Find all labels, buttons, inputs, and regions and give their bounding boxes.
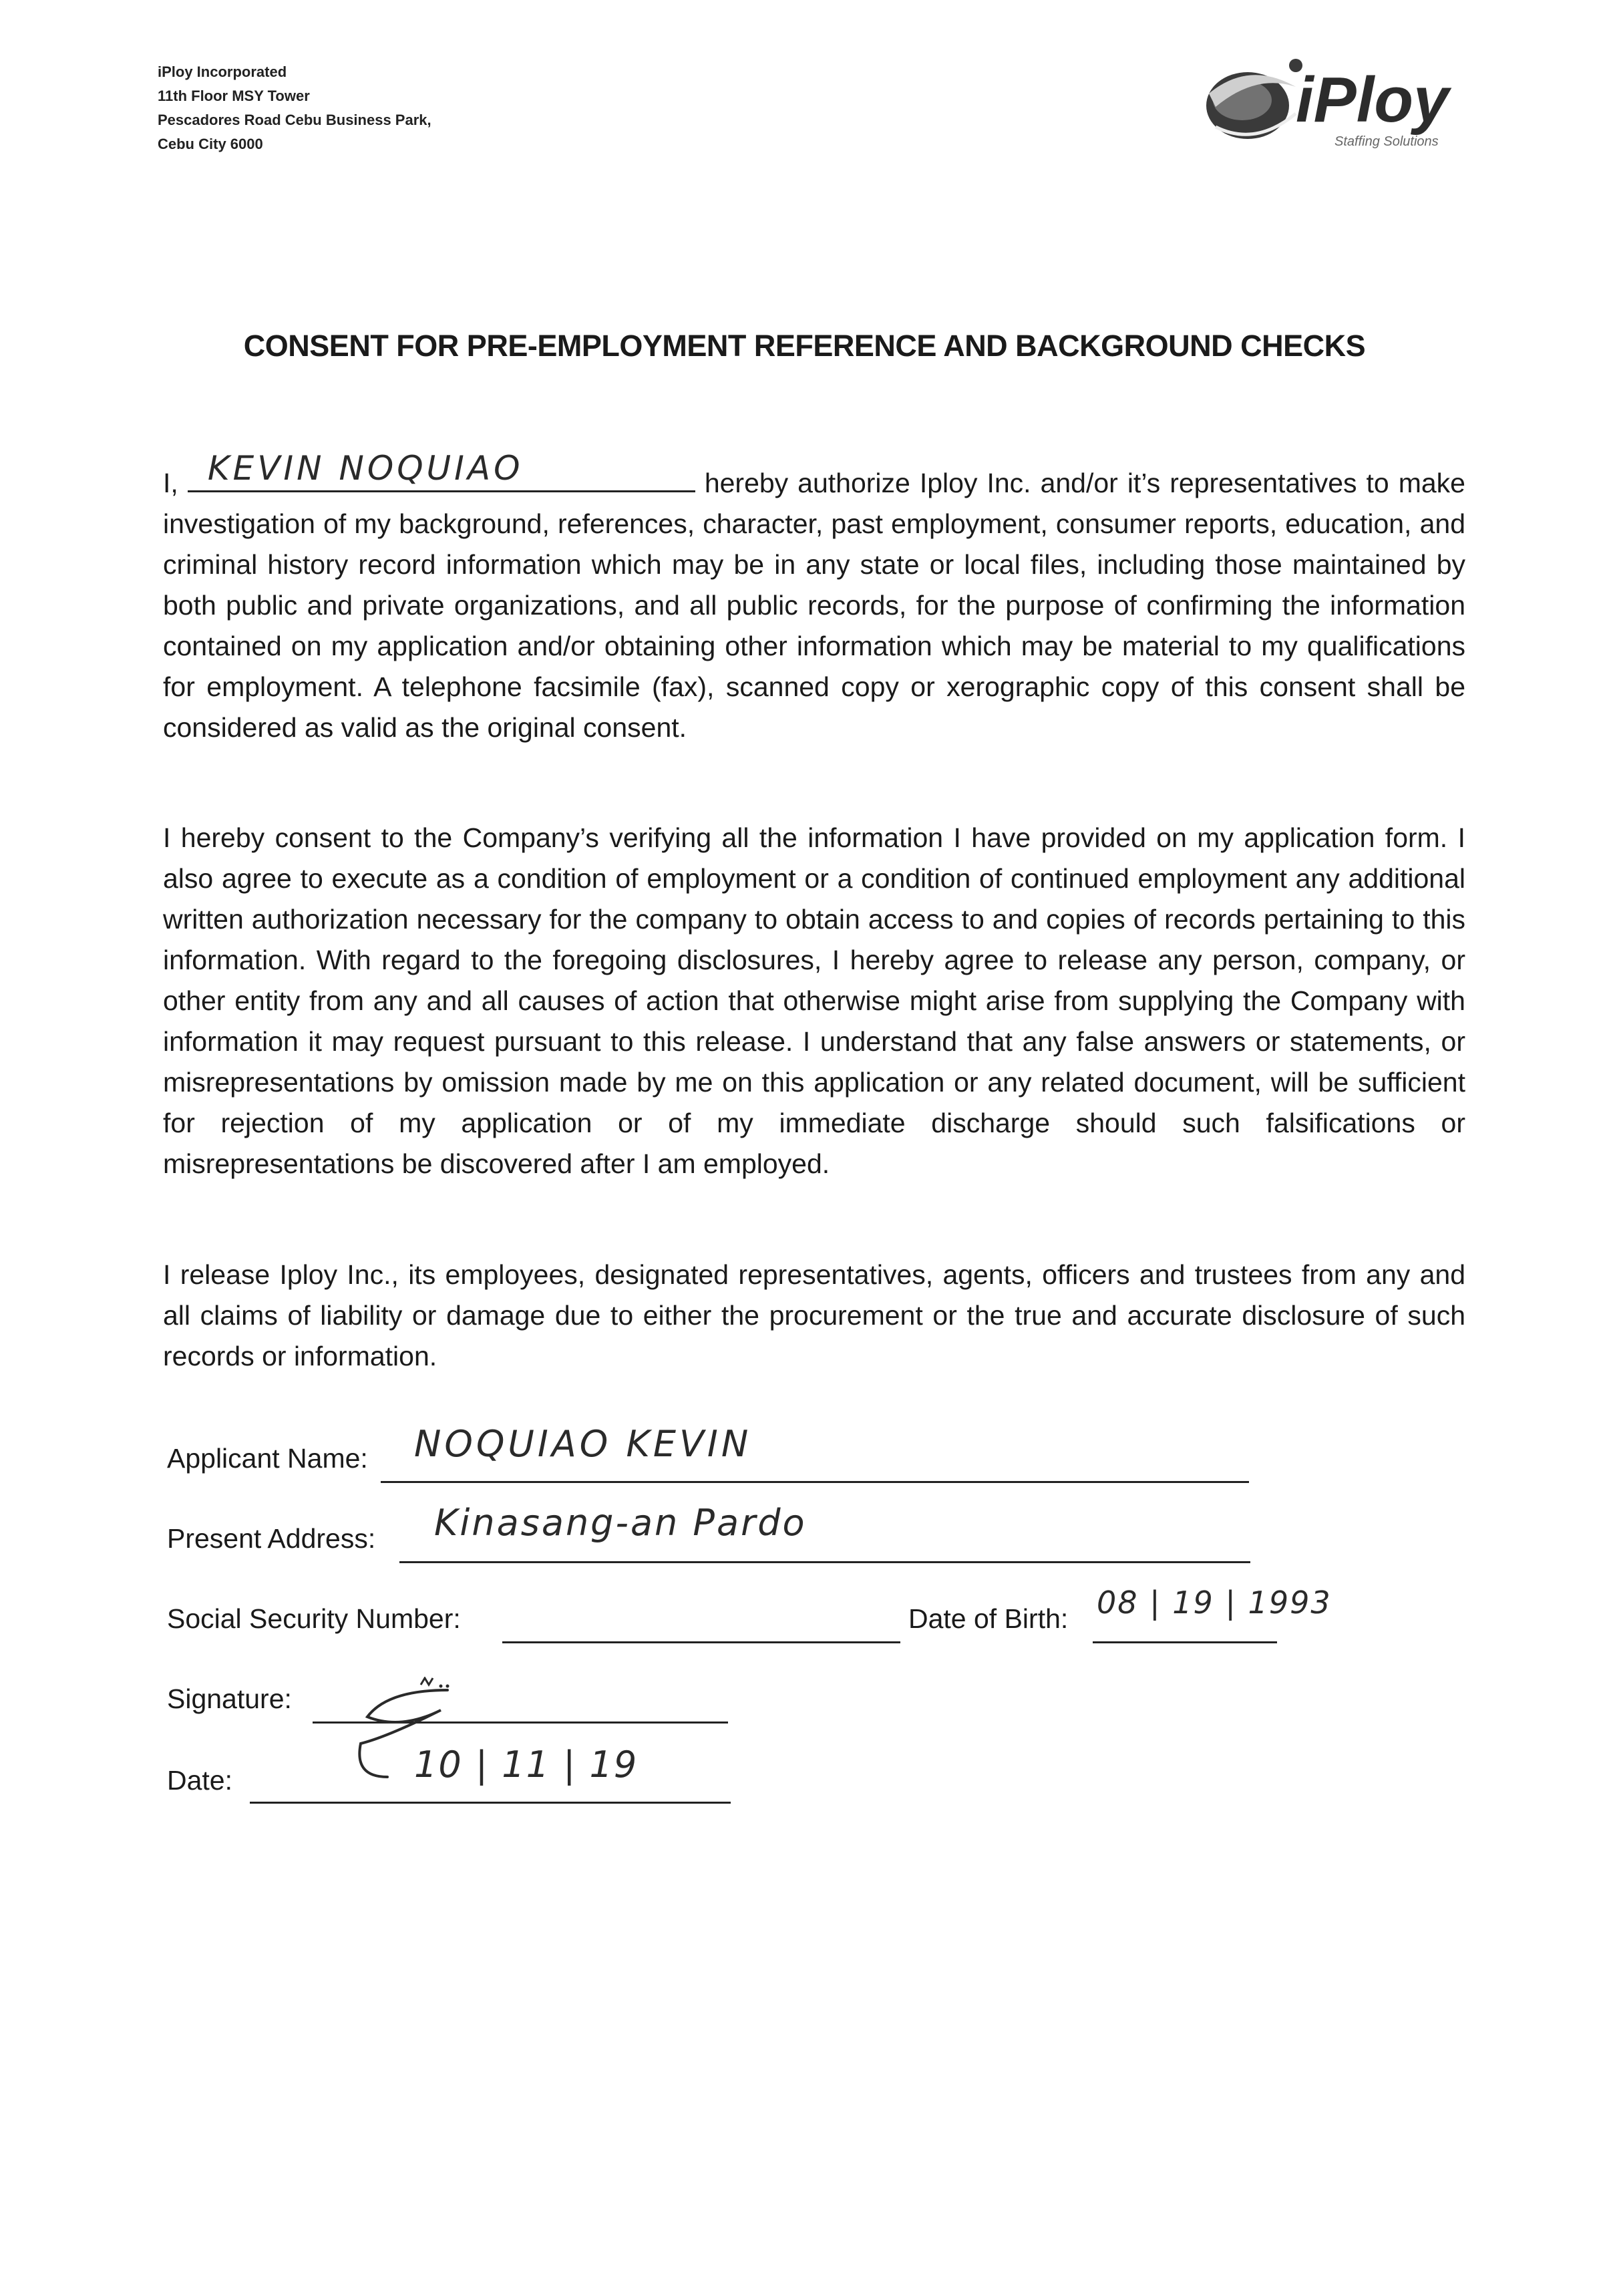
consent-paragraph: I hereby consent to the Company’s verifying all the information I have provided on my application form. I also agree to execute as a condition of employment or a condition of continued employment any additional written authorization necessary for the company to obtain access to and copies of records pertaining to this information. With regard to the foregoing disclosures, I hereby agree to release any person, company, or other entity from any and all causes of action that otherwise might arise from supplying the Company with information it may request pursuant to this release. I understand that any false answers or statements, or misrepresentations by omission made by me on this application or any related document, will be sufficient for rejection of my application or of my immediate discharge should such falsifications or misrepresentations be discovered after I am employed. xyxy=(163,822,1465,1179)
applicant-name-value: NOQUIAO KEVIN xyxy=(414,1423,752,1465)
company-name: iPloy Incorporated xyxy=(158,63,287,80)
date-label: Date: xyxy=(167,1765,232,1796)
logo-tagline: Staffing Solutions xyxy=(1334,134,1439,149)
authorization-text: hereby authorize Iploy Inc. and/or it’s representatives to make investigation of my background, references, character, past employment, consumer reports, education, and criminal history record information which may be in any state or local files, including those maintained by both public and private organizations, and all public records, for the purpose of confirming the information contained on my application and/or obtaining other information which may be material to my qualifications for employment. A telephone facsimile (fax), scanned copy or xerographic copy of this consent shall be considered as valid as the original consent. xyxy=(163,468,1465,743)
applicant-name-label: Applicant Name: xyxy=(167,1443,368,1474)
ssn-label: Social Security Number: xyxy=(167,1603,461,1634)
address-line-floor: 11th Floor MSY Tower xyxy=(158,88,310,104)
present-address-value: Kinasang-an Pardo xyxy=(434,1502,807,1544)
date-row xyxy=(167,1765,232,1796)
signature-row xyxy=(167,1683,292,1715)
date-line[interactable] xyxy=(250,1802,731,1804)
signature-label: Signature: xyxy=(167,1683,292,1714)
authorization-prefix: I, xyxy=(163,468,178,498)
authorizer-name-handwritten: KEVIN NOQUIAO xyxy=(207,449,524,488)
dob-value: 08 | 19 | 1993 xyxy=(1097,1585,1332,1621)
date-value: 10 | 11 | 19 xyxy=(414,1744,639,1786)
authorizer-name-field[interactable] xyxy=(188,449,695,492)
ssn-line[interactable] xyxy=(502,1641,900,1643)
applicant-name-row xyxy=(167,1443,368,1474)
address-line-city: Cebu City 6000 xyxy=(158,136,263,152)
present-address-label: Present Address: xyxy=(167,1523,376,1554)
logo-wordmark: iPloy xyxy=(1296,64,1449,136)
present-address-line[interactable] xyxy=(399,1561,1250,1563)
dob-line[interactable] xyxy=(1093,1641,1277,1643)
applicant-name-line[interactable] xyxy=(381,1481,1249,1483)
authorization-paragraph xyxy=(163,449,1465,748)
globe-icon xyxy=(1206,59,1302,139)
present-address-row xyxy=(167,1523,375,1554)
ssn-row xyxy=(167,1603,461,1635)
release-paragraph: I release Iploy Inc., its employees, designated representatives, agents, officers and trustees from any and all claims of liability or damage due to either the procurement or the true and accurate disclosure of such records or information. xyxy=(163,1259,1465,1371)
company-address-block xyxy=(158,60,431,156)
dob-label: Date of Birth: xyxy=(908,1603,1069,1634)
address-line-road: Pescadores Road Cebu Business Park, xyxy=(158,112,431,128)
document-title: CONSENT FOR PRE-EMPLOYMENT REFERENCE AND BACKGROUND CHECKS xyxy=(243,329,1366,363)
dob-row xyxy=(908,1603,1068,1635)
iploy-logo xyxy=(1196,47,1476,154)
